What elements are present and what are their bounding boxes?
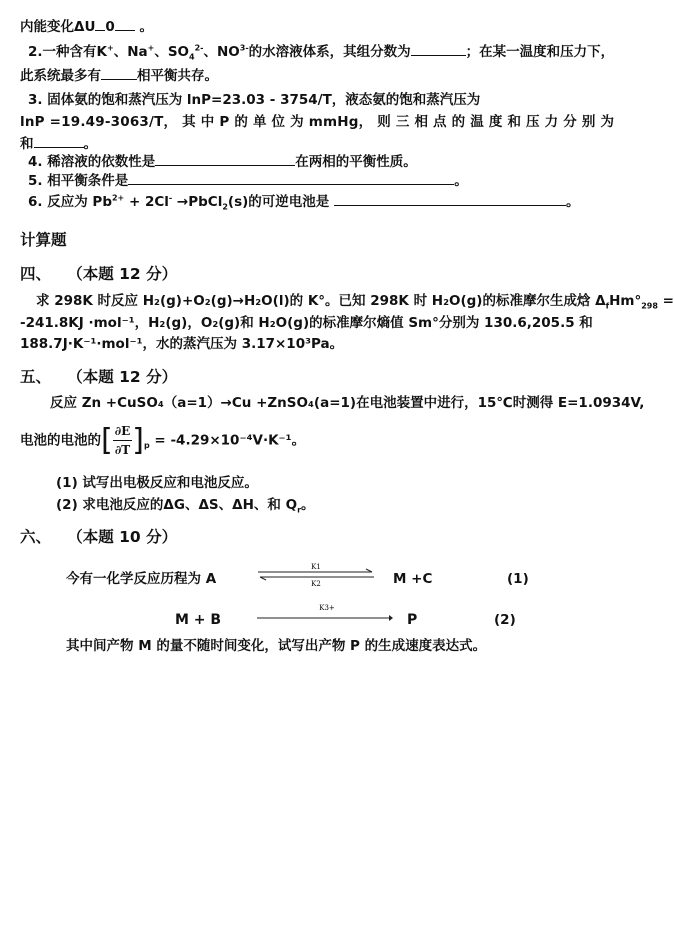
k1-label: K1 [311,563,321,571]
s5-item2: (2) 求电池反应的ΔG、ΔS、ΔH、和 $Q_r$。 [56,497,315,515]
q1-line: 内能变化ΔU 0 。 [20,19,154,35]
s6-heading: 六、 （本题 10 分） [20,528,178,546]
q5-line: 5. 相平衡条件是 。 [28,173,468,189]
partial-derivative: $\frac{\partial E}{\partial T}$ [114,424,131,457]
s6-reaction1-post: M +C [393,571,433,587]
q4-line: 4. 稀溶液的依数性是 在两相的平衡性质。 [28,154,417,170]
q2-blank2[interactable] [101,67,137,80]
q1-blank-value: 0 [105,19,115,35]
s4-heading: 四、 （本题 12 分） [20,265,178,283]
q2-line1: 2.一种含有K+、Na+、$SO_4^{2-}$、$NO^{3-}$的水溶液体系，其组分数为 ；在某一温度和压力下， [28,43,615,62]
q6-blank[interactable] [334,193,566,206]
s5-line1: 反应 Zn +CuSO₄（a=1）→Cu +ZnSO₄(a=1)在电池装置中进行，15℃时测得 E=1.0934V, [50,395,645,411]
s4-line1: 求 298K 时反应 H₂(g)+O₂(g)→H₂O(l)的 K°。已知 298K 时 H₂O(g)的标准摩尔生成焓 $\Delta_fHm^\circ_{298}$ = [36,293,674,311]
q3-line2: lnP =19.49-3063/T， 其 中 P 的 单 位 为 mmHg， 则 三 相 点 的 温 度 和 压 力 分 别 为 [20,114,615,130]
q1-text: 内能变化ΔU [20,19,96,35]
q4-blank[interactable] [155,153,295,166]
s4-line3: 188.7J·K⁻¹·mol⁻¹，水的蒸汽压为 3.17×10³Pa。 [20,336,344,352]
s6-question: 其中间产物 M 的量不随时间变化，试写出产物 P 的生成速度表达式。 [66,638,487,654]
s6-reaction1-num: (1) [507,571,529,587]
s4-line2: -241.8KJ ·mol⁻¹，H₂(g)，O₂(g)和 H₂O(g)的标准摩尔熵值 Sm°分别为 130.6,205.5 和 [20,315,593,331]
q3-line1: 3. 固体氨的饱和蒸汽压为 lnP=23.03 - 3754/T，液态氨的饱和蒸汽压为 [28,92,481,108]
s6-reaction1-pre: 今有一化学反应历程为 A [66,571,217,587]
q3-line3: 和 。 [20,136,97,152]
q5-blank[interactable] [128,172,454,185]
s5-item1: (1) 试写出电极反应和电池反应。 [56,475,258,491]
k2-label: K2 [311,580,321,588]
s6-reaction2-right: P [407,612,418,628]
equilibrium-arrow-icon [256,560,376,590]
section-calc-heading: 计算题 [20,231,67,249]
forward-arrow-icon [255,600,395,624]
s6-reaction2-left: M + B [175,612,222,628]
s6-reaction2-num: (2) [494,612,516,628]
q2-line2: 此系统最多有 相平衡共存。 [20,68,218,84]
s5-line2: 电池的电池的[ $\frac{\partial E}{\partial T}$ ]$_p = -4.29\times 10^{-4}V\cdot K^{-1}$。 [20,422,306,458]
k3-label: K3+ [319,604,335,612]
q3-blank[interactable] [34,135,84,148]
s5-heading: 五、 （本题 12 分） [20,368,178,386]
q6-line: 6. 反应为 $Pb^{2+} + 2Cl^-$ →PbCl$_2$(s)的可逆电池是 。 [28,193,580,212]
q2-blank1[interactable] [411,43,466,56]
